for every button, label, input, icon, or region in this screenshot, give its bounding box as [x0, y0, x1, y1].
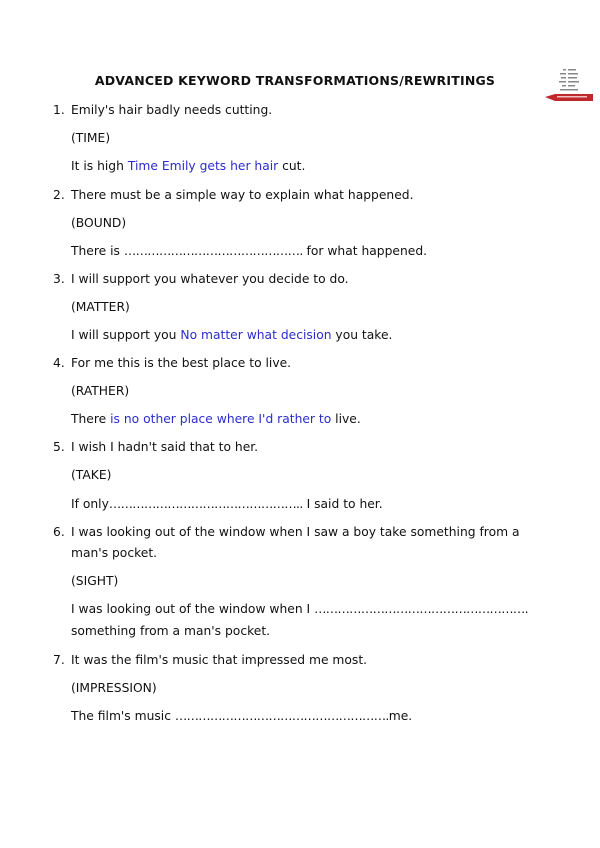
question-sentence: There must be a simple way to explain what happened. [71, 188, 414, 202]
answer-suffix: me. [388, 709, 413, 723]
question-sentence: I wish I hadn't said that to her. [71, 440, 259, 454]
answer-line [71, 708, 412, 724]
publisher-logo [543, 66, 595, 106]
answer-line [71, 496, 383, 512]
filled-answer: is no other place where I'd rather to [110, 412, 332, 426]
answer-line-continued: something from a man's pocket. [71, 624, 271, 638]
answer-line [71, 243, 427, 259]
answer-line [71, 411, 361, 427]
question-keyword: (RATHER) [71, 384, 130, 398]
question-number: 1. [53, 103, 65, 117]
question-keyword: (IMPRESSION) [71, 681, 157, 695]
question-keyword: (SIGHT) [71, 574, 119, 588]
question-sentence: I will support you whatever you decide to do. [71, 272, 349, 286]
question-keyword: (TIME) [71, 131, 111, 145]
filled-answer: Time Emily gets her hair [127, 159, 279, 173]
question-number: 2. [53, 188, 65, 202]
answer-blank: ………………………………………………. [314, 602, 528, 616]
question-sentence: It was the film's music that impressed me most. [71, 653, 368, 667]
question-number: 4. [53, 356, 65, 370]
answer-prefix: It is high [71, 159, 128, 173]
answer-suffix: for what happened. [302, 244, 428, 258]
answer-blank: ………………………………………….. [108, 497, 303, 511]
answer-suffix: cut. [278, 159, 306, 173]
question-sentence: Emily's hair badly needs cutting. [71, 103, 273, 117]
answer-blank: ………………………………………. [123, 244, 303, 258]
answer-prefix: There [71, 412, 111, 426]
question-sentence-line2: man's pocket. [71, 546, 158, 560]
answer-line [71, 158, 305, 174]
question-number: 7. [53, 653, 65, 667]
answer-blank: ………………………………………………. [174, 709, 389, 723]
question-keyword: (BOUND) [71, 216, 127, 230]
question-number: 5. [53, 440, 65, 454]
question-keyword: (MATTER) [71, 300, 130, 314]
answer-prefix: The film's music [71, 709, 175, 723]
filled-answer: No matter what decision [180, 328, 332, 342]
answer-suffix: you take. [331, 328, 393, 342]
answer-line [71, 327, 392, 343]
question-keyword: (TAKE) [71, 468, 112, 482]
answer-prefix: I will support you [71, 328, 181, 342]
answer-suffix: I said to her. [302, 497, 383, 511]
question-sentence: For me this is the best place to live. [71, 356, 292, 370]
answer-suffix: live. [331, 412, 361, 426]
question-number: 3. [53, 272, 65, 286]
answer-line [71, 601, 528, 617]
question-number: 6. [53, 525, 65, 539]
answer-prefix: There is [71, 244, 124, 258]
answer-prefix: I was looking out of the window when I [71, 602, 315, 616]
page-title: ADVANCED KEYWORD TRANSFORMATIONS/REWRITINGS [94, 73, 496, 88]
answer-prefix: If only [71, 497, 109, 511]
question-sentence-line1: I was looking out of the window when I saw a boy take something from a [71, 525, 520, 539]
